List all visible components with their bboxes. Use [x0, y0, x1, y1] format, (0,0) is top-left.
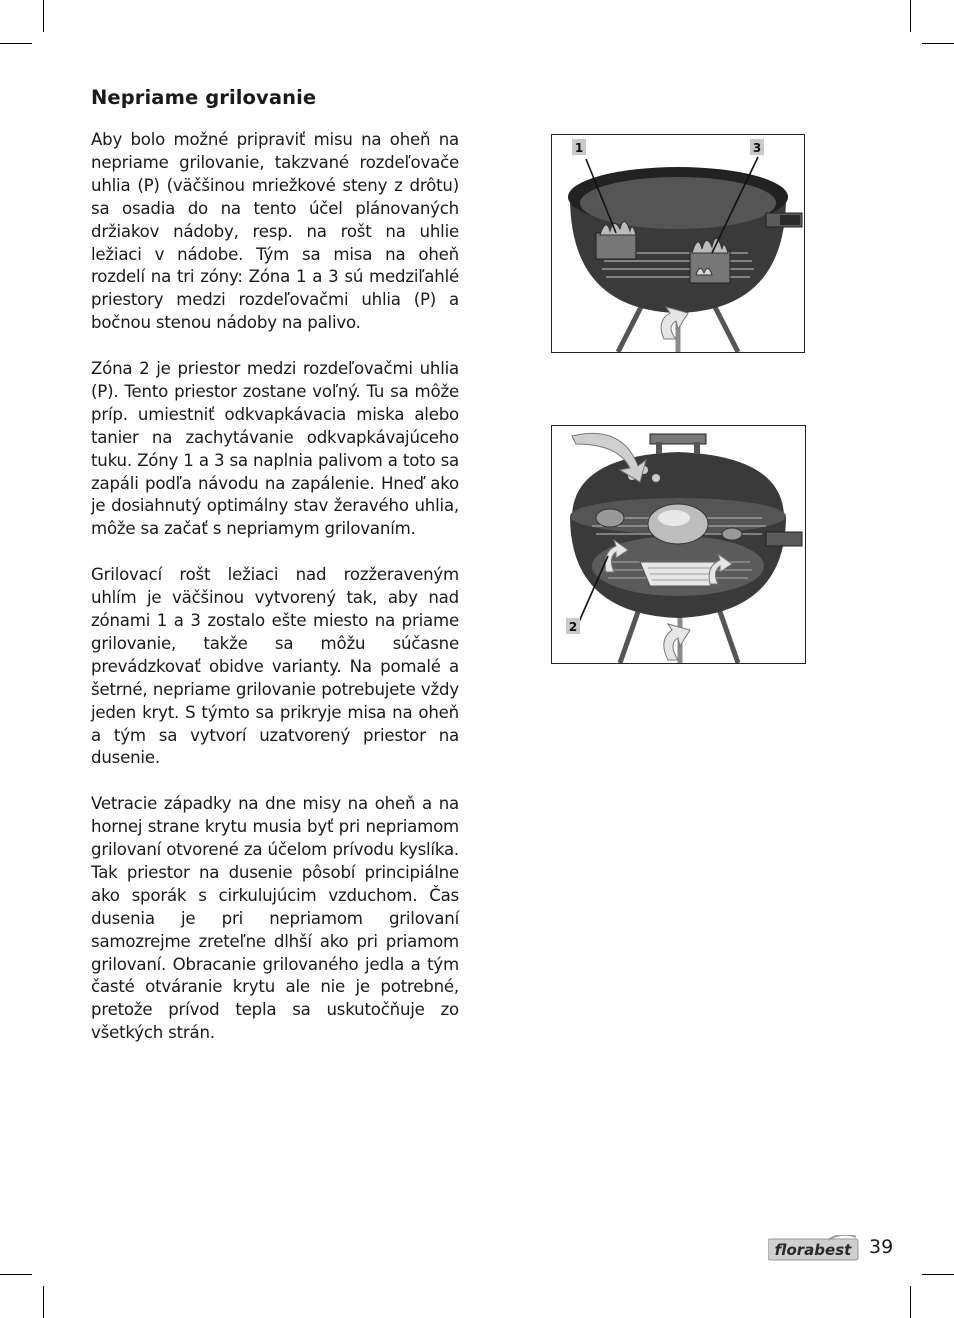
- section-title: Nepriame grilovanie: [91, 86, 317, 109]
- brand-name: florabest: [774, 1241, 852, 1259]
- paragraph: Vetracie západky na dne misy na oheň a na hornej strane krytu musia byť pri nepriamom grilovaní otvorené za účelom prívodu kyslíka. Tak priestor na dusenie pôsobí principiálne ako sporák s cirkulujúcim vzduchom. Čas dusenia je pri nepriamom grilovaní samozrejme zreteľne dlhší ako pri priamom grilovaní. Obracanie grilovaného jedla a tým časté otváranie krytu ale nie je potrebné, pretože prívod tepla sa uskutočňuje zo všetkých strán.: [91, 794, 459, 1043]
- body-text: [91, 129, 459, 1068]
- florabest-logo: [768, 1235, 859, 1261]
- grill-handle: [766, 532, 802, 546]
- crop-mark: [0, 1274, 32, 1275]
- crop-mark: [910, 1286, 911, 1318]
- paragraph: Aby bolo možné pripraviť misu na oheň na nepriame grilovanie, takzvané rozdeľovače uhlia (P) (väčšinou mriežkové steny z drôtu) sa osadia do na tento účel plánovaných držiakov nádoby, resp. na rošt na uhlie ležiaci v nádobe. Tým sa misa na oheň rozdelí na tri zóny: Zóna 1 a 3 sú medziľahlé priestory medzi rozdeľovačmi uhlia (P) a bočnou stenou nádoby na palivo.: [91, 130, 459, 333]
- crop-mark: [910, 0, 911, 32]
- crop-mark: [922, 43, 954, 44]
- figure-grill-open: [551, 134, 805, 353]
- crop-mark: [922, 1274, 954, 1275]
- figure-grill-covered: [551, 425, 806, 664]
- crop-mark: [43, 1286, 44, 1318]
- crop-mark: [43, 0, 44, 32]
- arrow-air-icon: [664, 624, 690, 660]
- zone-label: 2: [568, 620, 578, 634]
- zone-label: 3: [752, 141, 762, 155]
- crop-mark: [0, 43, 32, 44]
- zone-label: 1: [574, 141, 584, 155]
- coal-zone-right: [690, 238, 730, 283]
- paragraph: Grilovací rošt ležiaci nad rozžeraveným uhlím je väčšinou vytvorený tak, aby nad zónami 1 a 3 zostalo ešte miesto na priame grilovanie, takže sa môžu súčasne prevádzkovať obidve varianty. Na pomalé a šetrné, nepriame grilovanie potrebujete vždy jeden kryt. S týmto sa prikryje misa na oheň a tým sa vytvorí uzatvorený priestor na dusenie.: [91, 565, 459, 768]
- page-footer: [768, 1232, 908, 1262]
- page-number: 39: [869, 1236, 894, 1258]
- paragraph: Zóna 2 je priestor medzi rozdeľovačmi uhlia (P). Tento priestor zostane voľný. Tu sa môže príp. umiestniť odkvapkávacia miska alebo tanier na zachytávanie odkvapkávajúceho tuku. Zóny 1 a 3 sa naplnia palivom a toto sa zapáli podľa návodu na zapálenie. Hneď ako je dosiahnutý optimálny stav žeravého uhlia, môže sa začať s nepriamym grilovaním.: [91, 359, 459, 539]
